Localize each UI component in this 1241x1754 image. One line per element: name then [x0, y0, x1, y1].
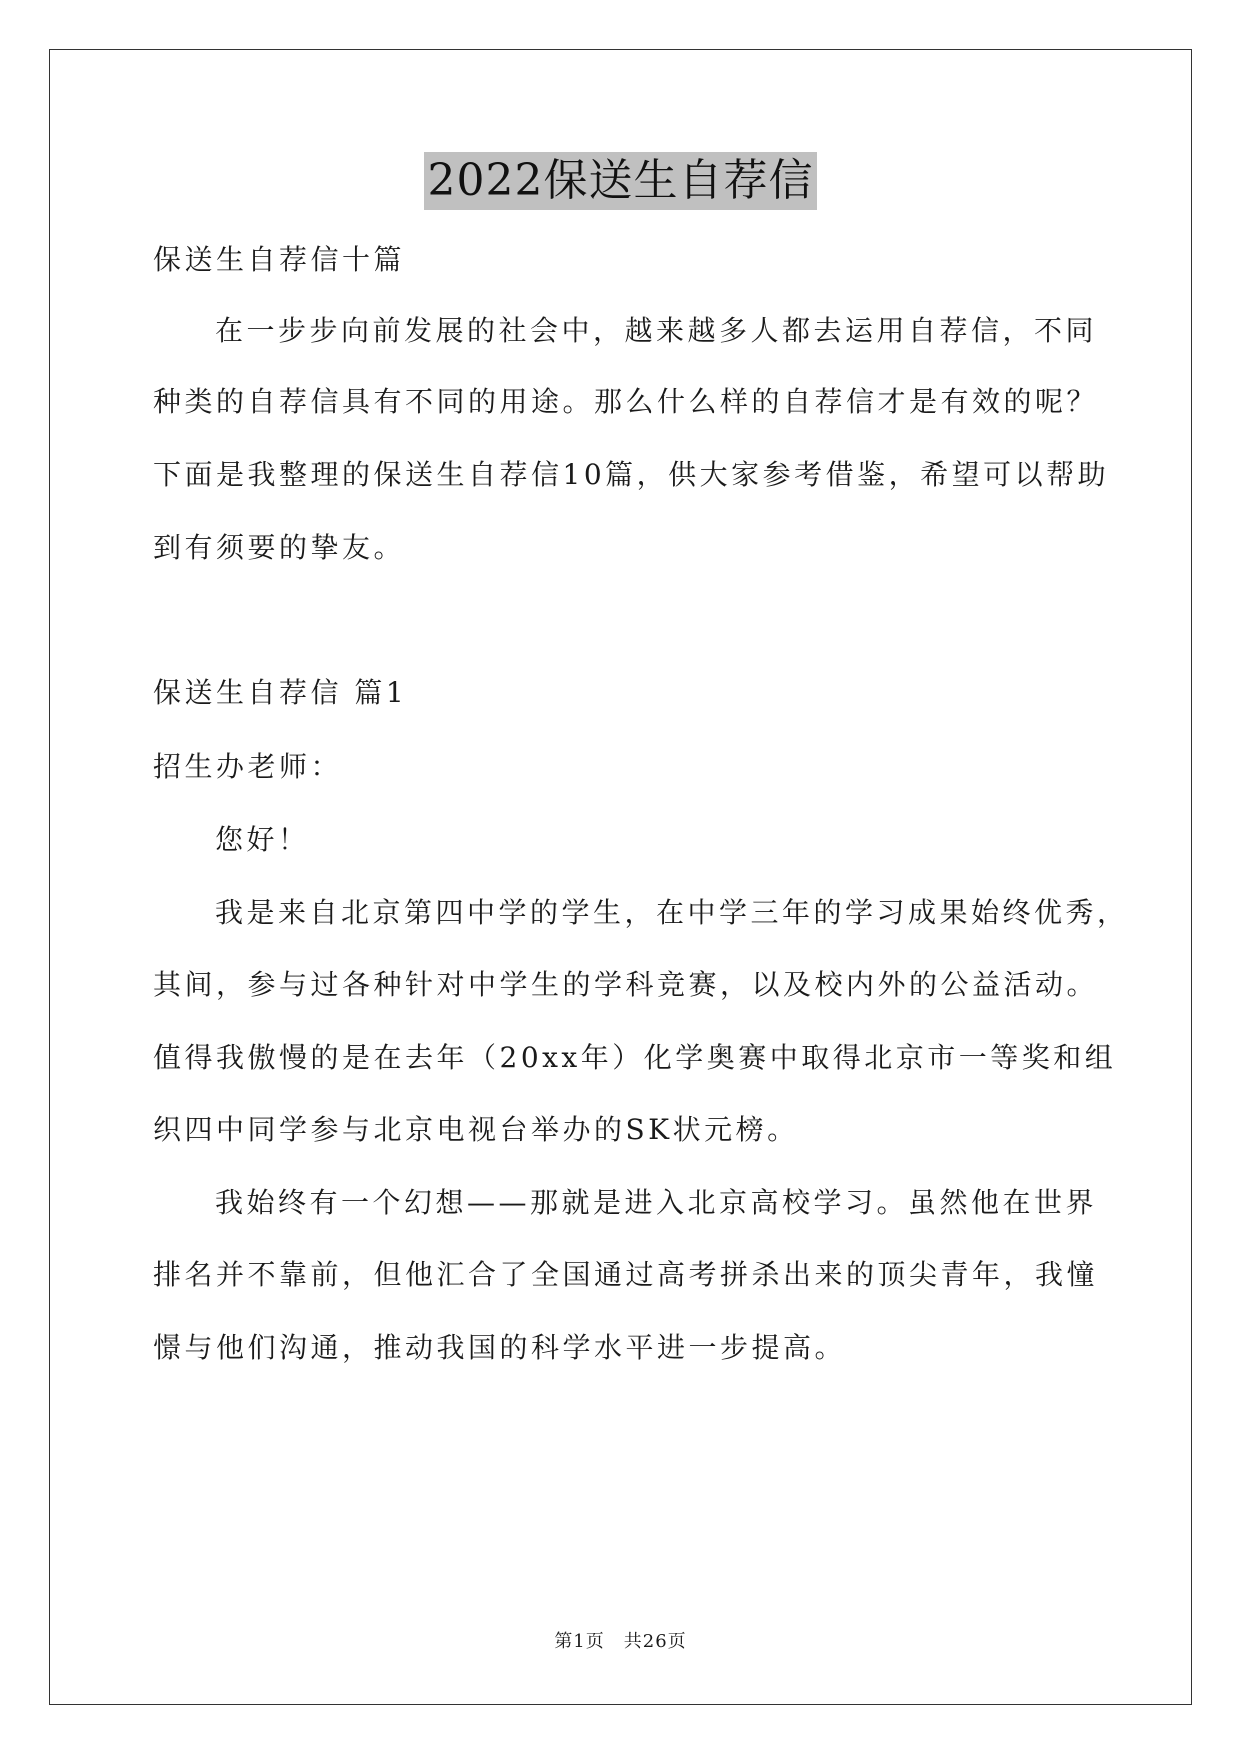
paragraph1-line-2: 其间，参与过各种针对中学生的学科竞赛，以及校内外的公益活动。: [153, 968, 1099, 1001]
title-container: [0, 152, 1241, 210]
paragraph1-line-3: 值得我傲慢的是在去年（20xx年）化学奥赛中取得北京市一等奖和组: [153, 1041, 1117, 1074]
page-footer: 第1页 共26页: [554, 1631, 687, 1652]
document-title: 2022保送生自荐信: [424, 152, 818, 210]
paragraph2-line-2: 排名并不靠前，但他汇合了全国通过高考拼杀出来的顶尖青年，我憧: [153, 1258, 1099, 1291]
intro-line-1: 在一步步向前发展的社会中，越来越多人都去运用自荐信，不同: [215, 314, 1098, 347]
paragraph2-line-1: 我始终有一个幻想——那就是进入北京高校学习。虽然他在世界: [215, 1186, 1098, 1219]
paragraph1-line-1: 我是来自北京第四中学的学生，在中学三年的学习成果始终优秀，: [215, 896, 1129, 929]
greeting: 您好！: [215, 823, 310, 856]
intro-line-2: 种类的自荐信具有不同的用途。那么什么样的自荐信才是有效的呢？: [153, 385, 1099, 418]
paragraph1-line-4: 织四中同学参与北京电视台举办的SK状元榜。: [153, 1113, 799, 1146]
intro-line-4: 到有须要的挚友。: [153, 531, 406, 564]
paragraph2-line-3: 憬与他们沟通，推动我国的科学水平进一步提高。: [153, 1331, 847, 1364]
salutation: 招生办老师：: [153, 750, 343, 783]
section-heading: 保送生自荐信 篇1: [153, 676, 408, 709]
page-border: [49, 49, 1192, 1705]
subtitle: 保送生自荐信十篇: [153, 243, 406, 276]
intro-line-3: 下面是我整理的保送生自荐信10篇，供大家参考借鉴，希望可以帮助: [153, 458, 1110, 491]
